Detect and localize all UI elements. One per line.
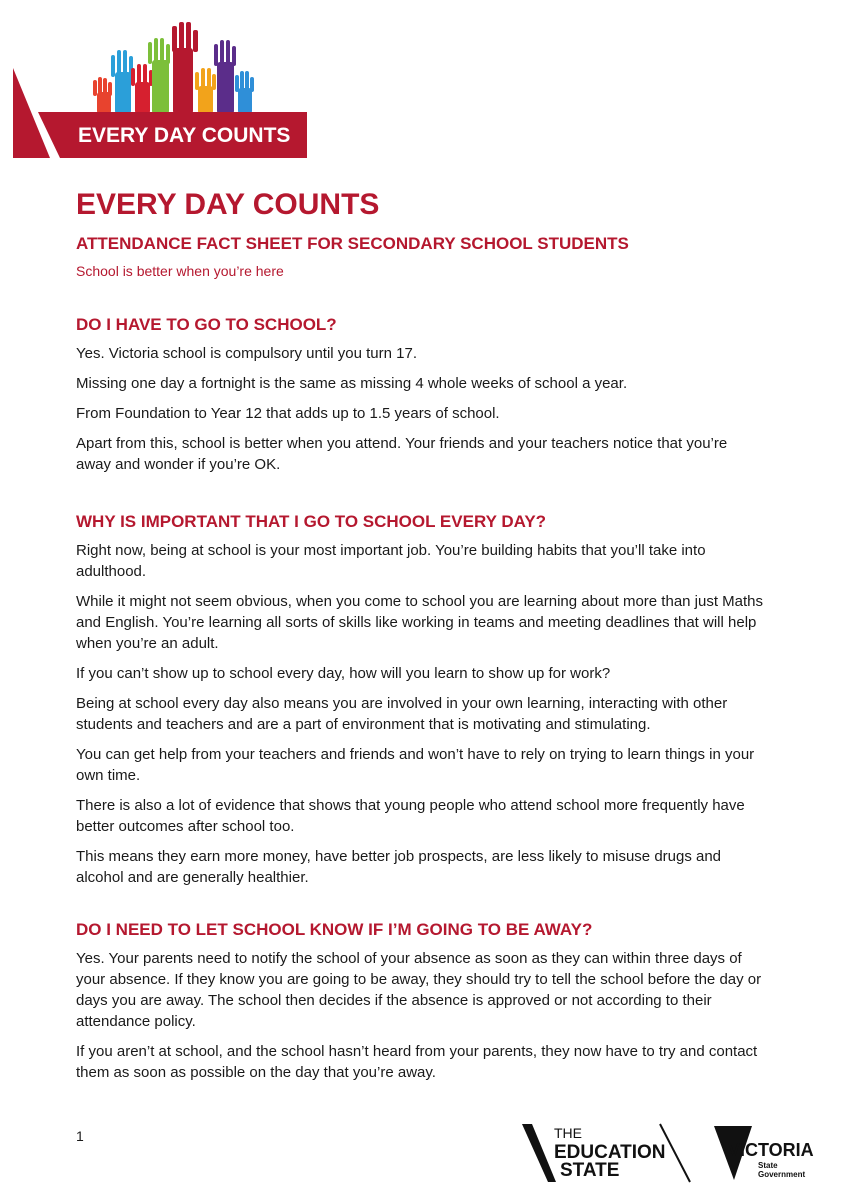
every-day-counts-banner-logo [0,0,320,165]
page-number: 1 [76,1128,84,1144]
victoria-government-logo [712,1120,817,1186]
section-heading: WHY IS IMPORTANT THAT I GO TO SCHOOL EVERY DAY? [76,512,547,531]
paragraph: There is also a lot of evidence that shows that young people who attend school more frequently have better outcomes after school too. [76,797,745,835]
banner-text: EVERY DAY COUNTS [78,124,291,147]
section-heading: DO I NEED TO LET SCHOOL KNOW IF I’M GOING TO BE AWAY? [76,920,593,939]
section-let-school-know [76,920,766,1092]
education-logo-line3: STATE [560,1160,620,1181]
page-subtitle: ATTENDANCE FACT SHEET FOR SECONDARY SCHOOL STUDENTS [76,234,629,253]
education-logo-line2: EDUCATION [554,1142,666,1163]
victoria-logo-name: VICTORIA [728,1140,814,1160]
paragraph: If you can’t show up to school every day, how will you learn to show up for work? [76,665,611,682]
paragraph: Apart from this, school is better when you attend. Your friends and your teachers notice that you’re away and wonder if you’re OK. [76,435,728,473]
paragraph: Yes. Your parents need to notify the school of your absence as soon as they can within three days of your absence. If they know you are going to be away, they should try to tell the school before the day or days you are away. The school then decides if the absence is approved or not according to their attendance policy. [76,950,762,1030]
paragraph: You can get help from your teachers and friends and won’t have to rely on trying to learn things in your own time. [76,746,755,784]
section-why-important [76,512,766,897]
paragraph: Right now, being at school is your most important job. You’re building habits that you’ll take into adulthood. [76,542,706,580]
victoria-logo-line1: State [758,1161,778,1170]
paragraph: Yes. Victoria school is compulsory until you turn 17. [76,345,418,362]
section-go-to-school [76,315,766,484]
section-heading: DO I HAVE TO GO TO SCHOOL? [76,315,337,334]
hands-illustration [93,22,254,114]
paragraph: From Foundation to Year 12 that adds up to 1.5 years of school. [76,405,500,422]
education-logo-line1: THE [554,1125,582,1141]
page-title: EVERY DAY COUNTS [76,188,380,221]
education-state-logo [520,1120,695,1186]
paragraph: If you aren’t at school, and the school hasn’t heard from your parents, they now have to try and contact them as soon as possible on the day that you’re away. [76,1043,758,1081]
paragraph: This means they earn more money, have better job prospects, are less likely to misuse drugs and alcohol and are generally healthier. [76,848,722,886]
paragraph: While it might not seem obvious, when you come to school you are learning about more than just Maths and English. You’re learning all sorts of skills like working in teams and meeting deadlines that will help when you’re an adult. [76,593,764,652]
page-tagline: School is better when you’re here [76,263,284,279]
victoria-logo-line2: Government [758,1170,806,1179]
paragraph: Being at school every day also means you are involved in your own learning, interacting with other students and teachers and are a part of environment that is motivating and stimulating. [76,695,728,733]
paragraph: Missing one day a fortnight is the same as missing 4 whole weeks of school a year. [76,375,628,392]
